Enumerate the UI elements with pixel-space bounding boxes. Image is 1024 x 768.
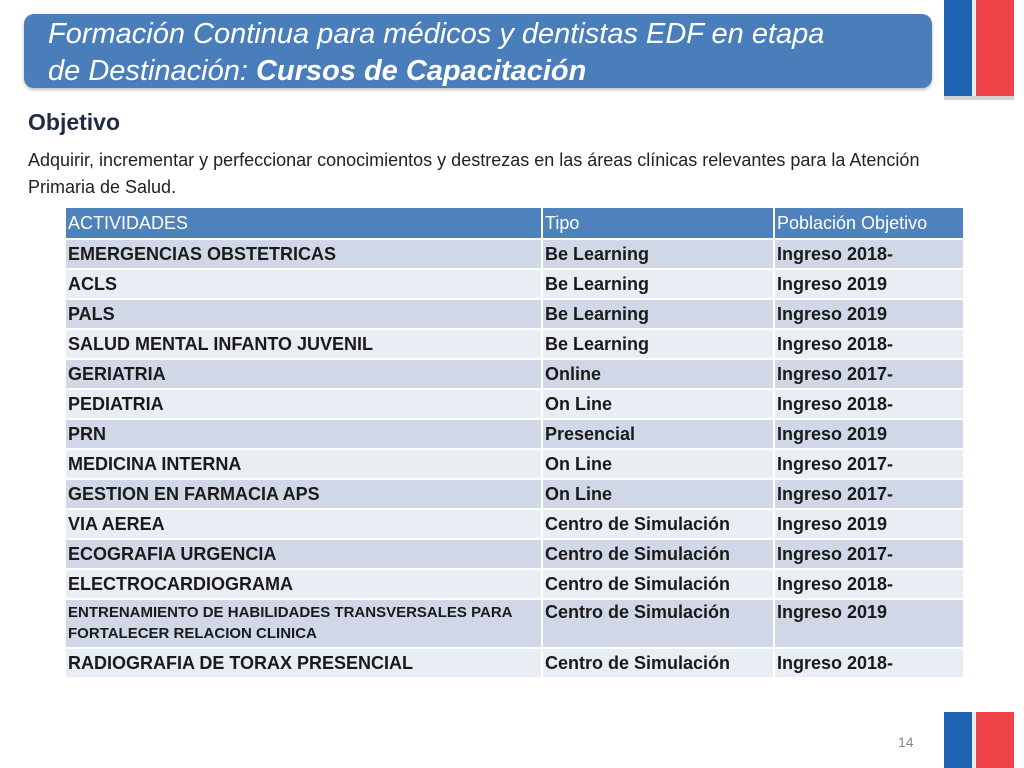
slide-title <box>48 16 918 90</box>
flag-red-stripe <box>976 712 1014 768</box>
type-cell: Be Learning <box>542 269 774 299</box>
population-cell: Ingreso 2019 <box>774 299 964 329</box>
activity-cell <box>66 599 542 648</box>
slide-title-line1: Formación Continua para médicos y dentistas EDF en etapa <box>48 18 825 50</box>
activity-cell: PEDIATRIA <box>66 389 542 419</box>
header-actividades: ACTIVIDADES <box>66 208 542 239</box>
type-cell: Centro de Simulación <box>542 539 774 569</box>
activity-cell: MEDICINA INTERNA <box>66 449 542 479</box>
activity-cell: PALS <box>66 299 542 329</box>
type-cell: Online <box>542 359 774 389</box>
activity-cell: EMERGENCIAS OBSTETRICAS <box>66 239 542 269</box>
activity-cell: GERIATRIA <box>66 359 542 389</box>
slide-title-line2-bold: Cursos de Capacitación <box>255 55 587 87</box>
population-cell: Ingreso 2018- <box>774 389 964 419</box>
table-row <box>66 359 964 389</box>
population-cell: Ingreso 2019 <box>774 419 964 449</box>
table-row <box>66 509 964 539</box>
population-cell: Ingreso 2018- <box>774 648 964 678</box>
population-cell: Ingreso 2018- <box>774 569 964 599</box>
type-cell: Be Learning <box>542 329 774 359</box>
table-row <box>66 648 964 678</box>
activity-cell: ACLS <box>66 269 542 299</box>
type-cell: On Line <box>542 389 774 419</box>
activities-table <box>66 208 965 679</box>
chile-flag-decoration-top <box>944 0 1014 96</box>
flag-red-stripe <box>976 0 1014 96</box>
header-poblacion-objetivo: Población Objetivo <box>774 208 964 239</box>
activity-cell: RADIOGRAFIA DE TORAX PRESENCIAL <box>66 648 542 678</box>
population-cell: Ingreso 2019 <box>774 509 964 539</box>
objective-heading: Objetivo <box>28 109 121 135</box>
population-cell: Ingreso 2018- <box>774 329 964 359</box>
population-cell: Ingreso 2019 <box>774 599 964 648</box>
type-cell: On Line <box>542 479 774 509</box>
chile-flag-decoration-bottom <box>944 712 1014 768</box>
population-cell: Ingreso 2019 <box>774 269 964 299</box>
table-row <box>66 299 964 329</box>
slide-title-line2-regular: de Destinación: <box>48 55 256 87</box>
objective-text: Adquirir, incrementar y perfeccionar conocimientos y destrezas en las áreas clínicas relevantes para la Atención Primaria de Salud. <box>28 150 920 197</box>
flag-shadow <box>944 96 1014 100</box>
type-cell: Centro de Simulación <box>542 648 774 678</box>
table-row <box>66 419 964 449</box>
header-tipo: Tipo <box>542 208 774 239</box>
activity-cell: GESTION EN FARMACIA APS <box>66 479 542 509</box>
table-row <box>66 569 964 599</box>
population-cell: Ingreso 2017- <box>774 539 964 569</box>
activity-cell: SALUD MENTAL INFANTO JUVENIL <box>66 329 542 359</box>
type-cell: Centro de Simulación <box>542 599 774 648</box>
table-row <box>66 449 964 479</box>
type-cell: Centro de Simulación <box>542 569 774 599</box>
activity-cell: ELECTROCARDIOGRAMA <box>66 569 542 599</box>
table-row <box>66 539 964 569</box>
flag-blue-stripe <box>944 0 972 96</box>
page-number: 14 <box>898 734 914 750</box>
activity-cell-text: ENTRENAMIENTO DE HABILIDADES TRANSVERSALES PARA FORTALECER RELACION CLINICA <box>68 604 512 642</box>
type-cell: Be Learning <box>542 239 774 269</box>
slide-title-line2 <box>48 53 918 90</box>
table-row <box>66 479 964 509</box>
activity-cell: VIA AEREA <box>66 509 542 539</box>
activity-cell: PRN <box>66 419 542 449</box>
type-cell: Be Learning <box>542 299 774 329</box>
flag-blue-stripe <box>944 712 972 768</box>
table-row <box>66 269 964 299</box>
population-cell: Ingreso 2018- <box>774 239 964 269</box>
population-cell: Ingreso 2017- <box>774 359 964 389</box>
table-row <box>66 599 964 648</box>
activity-cell: ECOGRAFIA URGENCIA <box>66 539 542 569</box>
population-cell: Ingreso 2017- <box>774 479 964 509</box>
table-header-row <box>66 208 964 239</box>
table-row <box>66 329 964 359</box>
population-cell: Ingreso 2017- <box>774 449 964 479</box>
type-cell: On Line <box>542 449 774 479</box>
table-row <box>66 389 964 419</box>
type-cell: Centro de Simulación <box>542 509 774 539</box>
type-cell: Presencial <box>542 419 774 449</box>
table-row <box>66 239 964 269</box>
